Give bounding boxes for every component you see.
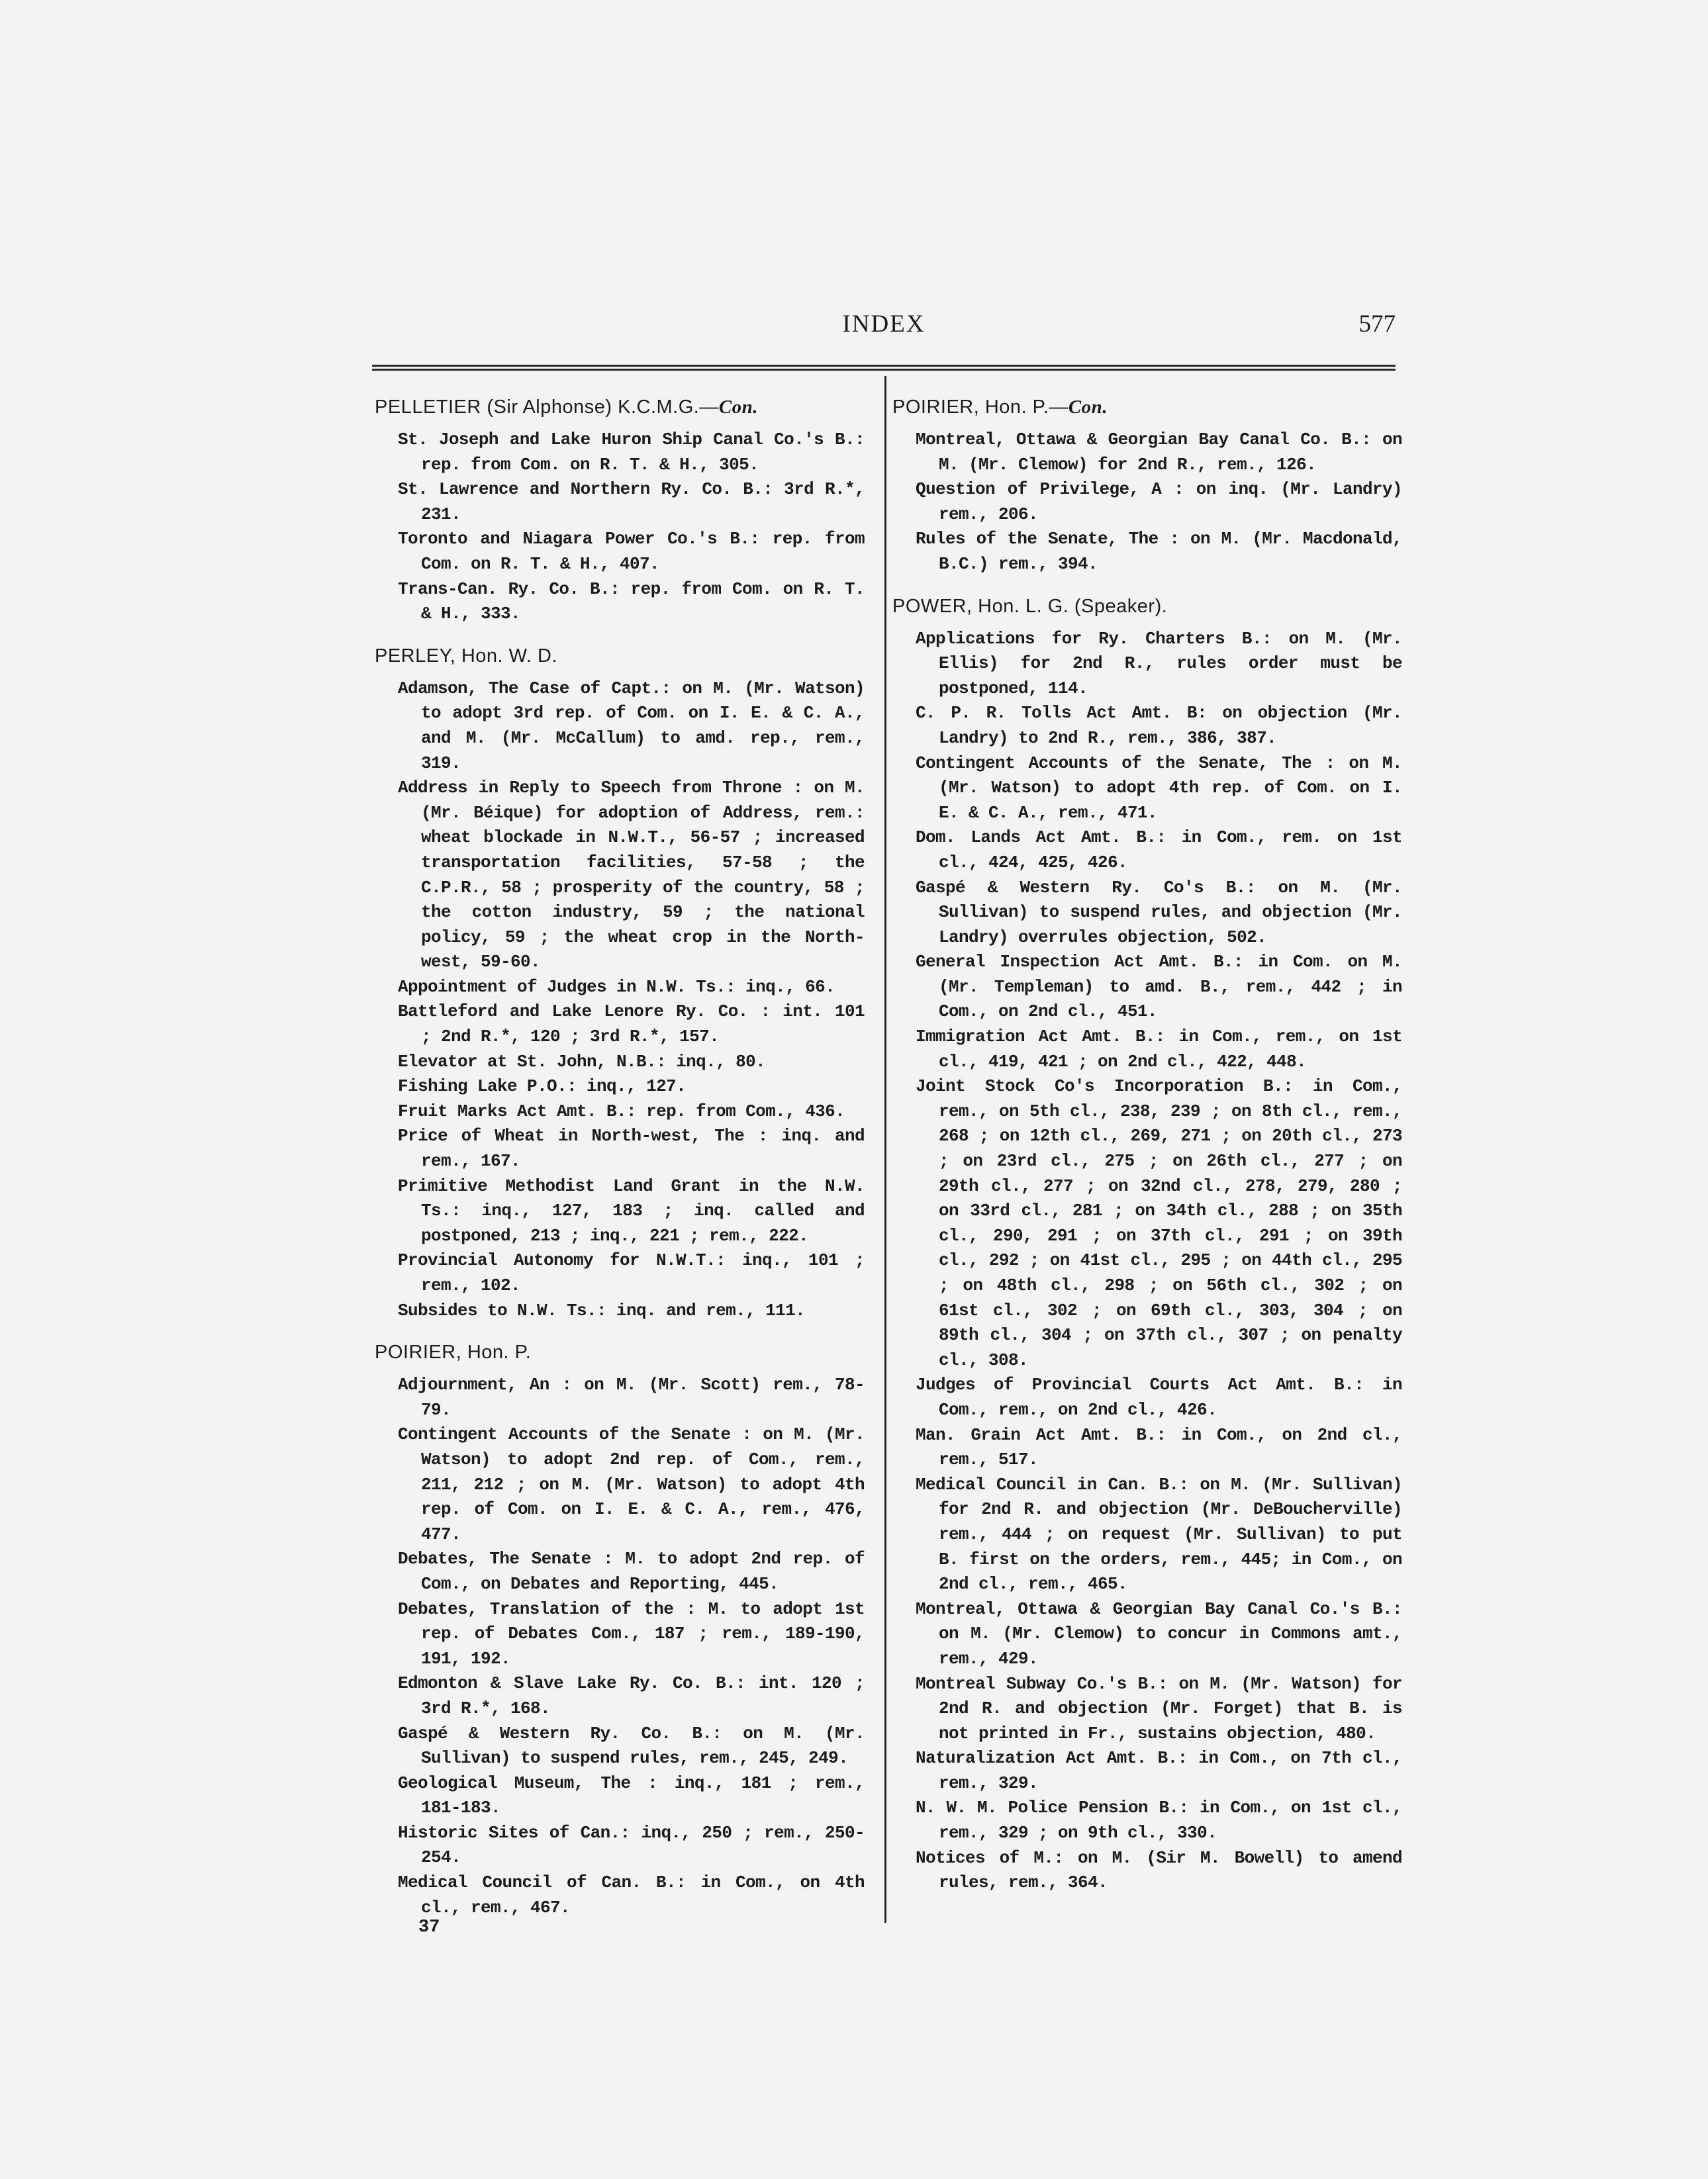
signature-mark: 37 xyxy=(418,1918,440,1937)
page-number: 577 xyxy=(1358,310,1396,338)
index-subentry: Notices of M.: on M. (Sir M. Bowell) to amend rules, rem., 364. xyxy=(916,1847,1402,1893)
entry-heading xyxy=(892,594,1402,619)
index-subentry: Trans-Can. Ry. Co. B.: rep. from Com. on R. T. & H., 333. xyxy=(398,579,865,624)
index-subentry: Debates, Translation of the : M. to adopt 1st rep. of Debates Com., 187 ; rem., 189-190, 191, 192. xyxy=(398,1599,865,1669)
heading-name: POWER, Hon. L. G. (Speaker). xyxy=(892,595,1168,617)
index-subentry: Debates, The Senate : M. to adopt 2nd rep. of Com., on Debates and Reporting, 445. xyxy=(398,1549,865,1594)
index-subentry: Man. Grain Act Amt. B.: in Com., on 2nd cl., rem., 517. xyxy=(916,1424,1402,1470)
index-subentry: General Inspection Act Amt. B.: in Com. on M. (Mr. Templeman) to amd. B., rem., 442 ; in Com., on 2nd cl., 451. xyxy=(916,952,1402,1022)
index-subentry: Fruit Marks Act Amt. B.: rep. from Com., 436. xyxy=(398,1101,845,1121)
index-subentry: Montreal Subway Co.'s B.: on M. (Mr. Watson) for 2nd R. and objection (Mr. Forget) that B. is not printed in Fr., sustains objection, 480. xyxy=(916,1673,1402,1743)
index-subentry: N. W. M. Police Pension B.: in Com., on 1st cl., rem., 329 ; on 9th cl., 330. xyxy=(916,1798,1402,1843)
running-title: INDEX xyxy=(842,310,925,338)
index-subentry: Elevator at St. John, N.B.: inq., 80. xyxy=(398,1051,766,1072)
left-column xyxy=(375,394,865,1937)
index-subentry: Toronto and Niagara Power Co.'s B.: rep. from Com. on R. T. & H., 407. xyxy=(398,529,865,574)
index-subentry: Contingent Accounts of the Senate : on M. (Mr. Watson) to adopt 2nd rep. of Com., rem., 211, 212 ; on M. (Mr. Watson) to adopt 4th rep. of Com. on I. E. & C. A., rem., 476, 477. xyxy=(398,1424,865,1544)
index-subentry: St. Joseph and Lake Huron Ship Canal Co.'s B.: rep. from Com. on R. T. & H., 305. xyxy=(398,430,865,475)
index-subentry: Question of Privilege, A : on inq. (Mr. Landry) rem., 206. xyxy=(916,479,1402,524)
header-rule xyxy=(372,365,1396,371)
index-subentry: Judges of Provincial Courts Act Amt. B.: in Com., rem., on 2nd cl., 426. xyxy=(916,1375,1402,1420)
index-subentry: Montreal, Ottawa & Georgian Bay Canal Co.'s B.: on M. (Mr. Clemow) to concur in Commons amt., rem., 429. xyxy=(916,1599,1402,1669)
index-subentry: Subsides to N.W. Ts.: inq. and rem., 111. xyxy=(398,1300,806,1321)
index-subentry: Battleford and Lake Lenore Ry. Co. : int. 101 ; 2nd R.*, 120 ; 3rd R.*, 157. xyxy=(398,1001,865,1047)
heading-continued: Con. xyxy=(718,396,759,418)
index-entry xyxy=(375,394,865,627)
index-subentry: Applications for Ry. Charters B.: on M. (Mr. Ellis) for 2nd R., rules order must be postponed, 114. xyxy=(916,628,1402,698)
index-subentry: Immigration Act Amt. B.: in Com., rem., on 1st cl., 419, 421 ; on 2nd cl., 422, 448. xyxy=(916,1027,1402,1072)
index-subentry: Gaspé & Western Ry. Co. B.: on M. (Mr. Sullivan) to suspend rules, rem., 245, 249. xyxy=(398,1723,865,1769)
index-subentry: Primitive Methodist Land Grant in the N.W. Ts.: inq., 127, 183 ; inq. called and postponed, 213 ; inq., 221 ; rem., 222. xyxy=(398,1176,865,1246)
index-entry xyxy=(375,643,865,1323)
entry-heading xyxy=(375,1340,865,1365)
index-subentry: Naturalization Act Amt. B.: in Com., on 7th cl., rem., 329. xyxy=(916,1748,1402,1793)
index-subentry: Adjournment, An : on M. (Mr. Scott) rem., 78-79. xyxy=(398,1375,865,1420)
index-subentry: Address in Reply to Speech from Throne : on M. (Mr. Béique) for adoption of Address, rem.: wheat blockade in N.W.T., 56-57 ; increased transportation facilities, 57-58 ; the C.P.R., 58 ; prosperity of the country, 58 ; the cotton industry, 59 ; the national policy, 59 ; the wheat crop in the North-west, 59-60. xyxy=(398,778,865,972)
entry-heading xyxy=(892,394,1402,420)
index-subentry: Gaspé & Western Ry. Co's B.: on M. (Mr. Sullivan) to suspend rules, and objection (Mr. Landry) overrules objection, 502. xyxy=(916,877,1402,947)
index-subentry: St. Lawrence and Northern Ry. Co. B.: 3rd R.*, 231. xyxy=(398,479,865,524)
heading-continued: Con. xyxy=(1068,396,1108,418)
entry-heading xyxy=(375,643,865,669)
index-subentry: Price of Wheat in North-west, The : inq. and rem., 167. xyxy=(398,1126,865,1172)
entry-heading xyxy=(375,394,865,420)
index-subentry: Provincial Autonomy for N.W.T.: inq., 101 ; rem., 102. xyxy=(398,1250,865,1295)
heading-name: PELLETIER (Sir Alphonse) K.C.M.G.— xyxy=(375,396,719,418)
index-subentry: Contingent Accounts of the Senate, The : on M. (Mr. Watson) to adopt 4th rep. of Com. on I. E. & C. A., rem., 471. xyxy=(916,753,1402,823)
index-subentry: Edmonton & Slave Lake Ry. Co. B.: int. 120 ; 3rd R.*, 168. xyxy=(398,1673,865,1718)
index-subentry: Fishing Lake P.O.: inq., 127. xyxy=(398,1076,687,1097)
index-subentry: Adamson, The Case of Capt.: on M. (Mr. Watson) to adopt 3rd rep. of Com. on I. E. & C. A., and M. (Mr. McCallum) to amd. rep., rem., 319. xyxy=(398,678,865,773)
index-subentry: Medical Council in Can. B.: on M. (Mr. Sullivan) for 2nd R. and objection (Mr. DeBoucherville) rem., 444 ; on request (Mr. Sullivan) to put B. first on the orders, rem., 445; in Com., on 2nd cl., rem., 465. xyxy=(916,1474,1402,1595)
index-subentry: Geological Museum, The : inq., 181 ; rem., 181-183. xyxy=(398,1773,865,1818)
heading-name: PERLEY, Hon. W. D. xyxy=(375,645,558,667)
heading-name: POIRIER, Hon. P.— xyxy=(892,396,1068,418)
index-entry xyxy=(892,594,1402,1896)
index-subentry: Joint Stock Co's Incorporation B.: in Com., rem., on 5th cl., 238, 239 ; on 8th cl., rem., 268 ; on 12th cl., 269, 271 ; on 20th cl., 273 ; on 23rd cl., 275 ; on 26th cl., 277 ; on 29th cl., 277 ; on 32nd cl., 278, 279, 280 ; on 33rd cl., 281 ; on 34th cl., 288 ; on 35th cl., 290, 291 ; on 37th cl., 291 ; on 39th cl., 292 ; on 41st cl., 295 ; on 44th cl., 295 ; on 48th cl., 298 ; on 56th cl., 302 ; on 61st cl., 302 ; on 69th cl., 303, 304 ; on 89th cl., 304 ; on 37th cl., 307 ; on penalty cl., 308. xyxy=(916,1076,1402,1370)
index-subentry: Historic Sites of Can.: inq., 250 ; rem., 250-254. xyxy=(398,1822,865,1868)
page-header xyxy=(372,310,1396,349)
index-subentry: Appointment of Judges in N.W. Ts.: inq., 66. xyxy=(398,976,835,997)
index-subentry: C. P. R. Tolls Act Amt. B: on objection (Mr. Landry) to 2nd R., rem., 386, 387. xyxy=(916,703,1402,748)
index-entry xyxy=(375,1340,865,1920)
index-subentry: Dom. Lands Act Amt. B.: in Com., rem. on 1st cl., 424, 425, 426. xyxy=(916,827,1402,872)
index-subentry: Medical Council of Can. B.: in Com., on 4th cl., rem., 467. xyxy=(398,1873,865,1918)
index-entry xyxy=(892,394,1402,577)
index-subentry: Rules of the Senate, The : on M. (Mr. Macdonald, B.C.) rem., 394. xyxy=(916,529,1402,574)
column-divider xyxy=(884,376,886,1923)
right-column xyxy=(892,394,1402,1912)
heading-name: POIRIER, Hon. P. xyxy=(375,1342,532,1364)
index-subentry: Montreal, Ottawa & Georgian Bay Canal Co. B.: on M. (Mr. Clemow) for 2nd R., rem., 126. xyxy=(916,430,1402,475)
